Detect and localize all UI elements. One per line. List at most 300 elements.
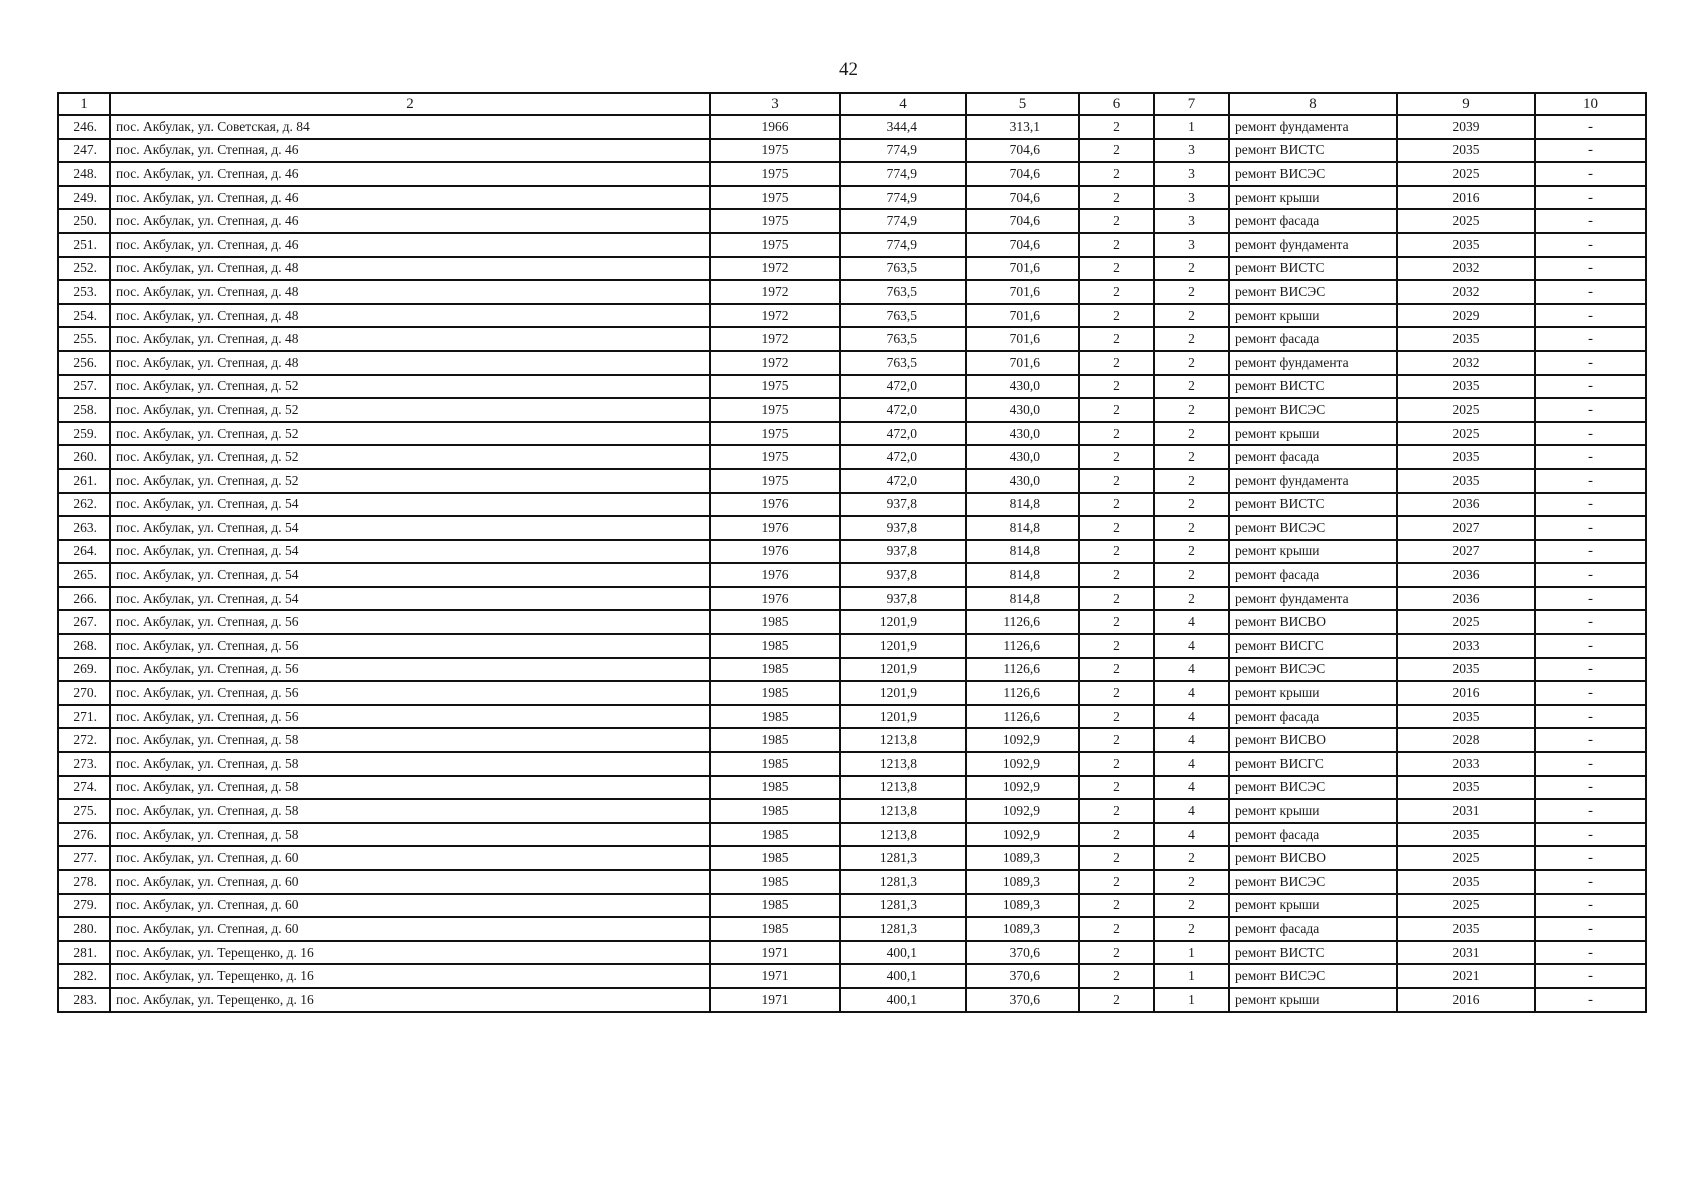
cell-row-number: 278. <box>58 870 110 894</box>
table-row <box>58 610 1646 634</box>
cell-total-area: 774,9 <box>840 233 966 257</box>
cell-planned-year: 2025 <box>1397 894 1535 918</box>
cell-floors: 2 <box>1079 776 1154 800</box>
cell-address: пос. Акбулак, ул. Степная, д. 58 <box>110 728 710 752</box>
cell-note: - <box>1535 375 1646 399</box>
cell-note: - <box>1535 846 1646 870</box>
page-number: 42 <box>839 59 858 80</box>
cell-total-area: 1281,3 <box>840 846 966 870</box>
cell-living-area: 814,8 <box>966 587 1079 611</box>
cell-address: пос. Акбулак, ул. Степная, д. 52 <box>110 398 710 422</box>
column-header-total-area: 4 <box>840 93 966 115</box>
cell-planned-year: 2035 <box>1397 327 1535 351</box>
column-header-note: 10 <box>1535 93 1646 115</box>
cell-floors: 2 <box>1079 728 1154 752</box>
cell-floors: 2 <box>1079 941 1154 965</box>
cell-floors: 2 <box>1079 823 1154 847</box>
cell-total-area: 1281,3 <box>840 894 966 918</box>
cell-note: - <box>1535 327 1646 351</box>
cell-planned-year: 2035 <box>1397 870 1535 894</box>
cell-row-number: 247. <box>58 139 110 163</box>
cell-entrances: 2 <box>1154 540 1229 564</box>
cell-address: пос. Акбулак, ул. Степная, д. 56 <box>110 634 710 658</box>
cell-living-area: 430,0 <box>966 469 1079 493</box>
cell-living-area: 430,0 <box>966 445 1079 469</box>
cell-address: пос. Акбулак, ул. Степная, д. 48 <box>110 257 710 281</box>
table-row <box>58 658 1646 682</box>
cell-note: - <box>1535 469 1646 493</box>
table-row <box>58 422 1646 446</box>
cell-address: пос. Акбулак, ул. Степная, д. 48 <box>110 304 710 328</box>
cell-floors: 2 <box>1079 681 1154 705</box>
cell-work-type: ремонт ВИСТС <box>1229 941 1397 965</box>
cell-living-area: 1126,6 <box>966 634 1079 658</box>
cell-year-built: 1985 <box>710 752 840 776</box>
table-row <box>58 280 1646 304</box>
cell-living-area: 701,6 <box>966 327 1079 351</box>
cell-planned-year: 2025 <box>1397 162 1535 186</box>
cell-row-number: 251. <box>58 233 110 257</box>
table-row <box>58 563 1646 587</box>
table-row <box>58 493 1646 517</box>
cell-planned-year: 2025 <box>1397 846 1535 870</box>
cell-note: - <box>1535 233 1646 257</box>
cell-address: пос. Акбулак, ул. Степная, д. 54 <box>110 563 710 587</box>
cell-entrances: 2 <box>1154 894 1229 918</box>
cell-planned-year: 2032 <box>1397 280 1535 304</box>
cell-note: - <box>1535 422 1646 446</box>
cell-note: - <box>1535 257 1646 281</box>
cell-note: - <box>1535 445 1646 469</box>
cell-total-area: 472,0 <box>840 469 966 493</box>
cell-floors: 2 <box>1079 870 1154 894</box>
cell-row-number: 263. <box>58 516 110 540</box>
cell-living-area: 704,6 <box>966 233 1079 257</box>
cell-floors: 2 <box>1079 115 1154 139</box>
cell-entrances: 2 <box>1154 445 1229 469</box>
cell-row-number: 282. <box>58 964 110 988</box>
cell-planned-year: 2035 <box>1397 375 1535 399</box>
table-row <box>58 375 1646 399</box>
cell-work-type: ремонт фундамента <box>1229 469 1397 493</box>
cell-entrances: 2 <box>1154 422 1229 446</box>
cell-living-area: 370,6 <box>966 941 1079 965</box>
cell-address: пос. Акбулак, ул. Степная, д. 58 <box>110 776 710 800</box>
cell-planned-year: 2016 <box>1397 988 1535 1012</box>
table-row <box>58 186 1646 210</box>
cell-row-number: 258. <box>58 398 110 422</box>
cell-address: пос. Акбулак, ул. Терещенко, д. 16 <box>110 988 710 1012</box>
cell-work-type: ремонт ВИСТС <box>1229 139 1397 163</box>
table-row <box>58 681 1646 705</box>
cell-total-area: 472,0 <box>840 445 966 469</box>
table-row <box>58 445 1646 469</box>
cell-living-area: 701,6 <box>966 304 1079 328</box>
cell-entrances: 2 <box>1154 351 1229 375</box>
cell-entrances: 3 <box>1154 186 1229 210</box>
cell-entrances: 4 <box>1154 728 1229 752</box>
cell-floors: 2 <box>1079 139 1154 163</box>
table-row <box>58 917 1646 941</box>
cell-floors: 2 <box>1079 351 1154 375</box>
cell-row-number: 255. <box>58 327 110 351</box>
cell-note: - <box>1535 941 1646 965</box>
cell-note: - <box>1535 634 1646 658</box>
cell-total-area: 774,9 <box>840 209 966 233</box>
cell-entrances: 4 <box>1154 823 1229 847</box>
cell-total-area: 400,1 <box>840 941 966 965</box>
cell-note: - <box>1535 823 1646 847</box>
header-row <box>58 93 1646 115</box>
cell-floors: 2 <box>1079 327 1154 351</box>
cell-planned-year: 2036 <box>1397 493 1535 517</box>
table-body <box>58 115 1646 1012</box>
cell-total-area: 774,9 <box>840 186 966 210</box>
cell-total-area: 1201,9 <box>840 681 966 705</box>
cell-year-built: 1975 <box>710 209 840 233</box>
table-row <box>58 469 1646 493</box>
cell-floors: 2 <box>1079 233 1154 257</box>
table-row <box>58 233 1646 257</box>
cell-note: - <box>1535 304 1646 328</box>
cell-planned-year: 2036 <box>1397 587 1535 611</box>
cell-year-built: 1985 <box>710 776 840 800</box>
cell-living-area: 1092,9 <box>966 728 1079 752</box>
cell-year-built: 1975 <box>710 139 840 163</box>
cell-address: пос. Акбулак, ул. Степная, д. 46 <box>110 162 710 186</box>
cell-work-type: ремонт крыши <box>1229 894 1397 918</box>
cell-row-number: 249. <box>58 186 110 210</box>
cell-planned-year: 2027 <box>1397 516 1535 540</box>
table-row <box>58 941 1646 965</box>
cell-work-type: ремонт ВИСГС <box>1229 752 1397 776</box>
cell-planned-year: 2035 <box>1397 917 1535 941</box>
cell-note: - <box>1535 186 1646 210</box>
cell-address: пос. Акбулак, ул. Степная, д. 54 <box>110 587 710 611</box>
cell-year-built: 1975 <box>710 469 840 493</box>
cell-entrances: 2 <box>1154 516 1229 540</box>
cell-year-built: 1985 <box>710 634 840 658</box>
cell-address: пос. Акбулак, ул. Степная, д. 52 <box>110 422 710 446</box>
cell-work-type: ремонт крыши <box>1229 422 1397 446</box>
table-row <box>58 139 1646 163</box>
cell-entrances: 3 <box>1154 209 1229 233</box>
cell-work-type: ремонт ВИСТС <box>1229 493 1397 517</box>
cell-planned-year: 2036 <box>1397 563 1535 587</box>
column-header-year-built: 3 <box>710 93 840 115</box>
table-row <box>58 398 1646 422</box>
cell-entrances: 2 <box>1154 917 1229 941</box>
cell-floors: 2 <box>1079 799 1154 823</box>
column-header-planned-year: 9 <box>1397 93 1535 115</box>
cell-address: пос. Акбулак, ул. Степная, д. 60 <box>110 894 710 918</box>
cell-entrances: 2 <box>1154 304 1229 328</box>
cell-living-area: 1089,3 <box>966 894 1079 918</box>
cell-year-built: 1972 <box>710 280 840 304</box>
cell-entrances: 3 <box>1154 162 1229 186</box>
cell-address: пос. Акбулак, ул. Степная, д. 48 <box>110 327 710 351</box>
cell-planned-year: 2035 <box>1397 139 1535 163</box>
cell-work-type: ремонт ВИСВО <box>1229 610 1397 634</box>
cell-entrances: 4 <box>1154 776 1229 800</box>
cell-total-area: 763,5 <box>840 351 966 375</box>
table-row <box>58 327 1646 351</box>
cell-note: - <box>1535 563 1646 587</box>
cell-living-area: 704,6 <box>966 139 1079 163</box>
table-row <box>58 894 1646 918</box>
cell-note: - <box>1535 799 1646 823</box>
cell-total-area: 1213,8 <box>840 799 966 823</box>
cell-total-area: 937,8 <box>840 563 966 587</box>
cell-total-area: 472,0 <box>840 398 966 422</box>
cell-total-area: 1213,8 <box>840 728 966 752</box>
cell-living-area: 814,8 <box>966 516 1079 540</box>
cell-planned-year: 2025 <box>1397 422 1535 446</box>
cell-note: - <box>1535 776 1646 800</box>
cell-floors: 2 <box>1079 280 1154 304</box>
cell-row-number: 254. <box>58 304 110 328</box>
cell-work-type: ремонт крыши <box>1229 540 1397 564</box>
cell-planned-year: 2033 <box>1397 634 1535 658</box>
cell-planned-year: 2035 <box>1397 776 1535 800</box>
cell-entrances: 4 <box>1154 658 1229 682</box>
cell-address: пос. Акбулак, ул. Степная, д. 52 <box>110 469 710 493</box>
cell-total-area: 763,5 <box>840 280 966 304</box>
table-header <box>58 93 1646 115</box>
cell-work-type: ремонт ВИСЭС <box>1229 658 1397 682</box>
cell-year-built: 1985 <box>710 870 840 894</box>
cell-address: пос. Акбулак, ул. Степная, д. 48 <box>110 351 710 375</box>
cell-living-area: 1092,9 <box>966 776 1079 800</box>
cell-address: пос. Акбулак, ул. Советская, д. 84 <box>110 115 710 139</box>
cell-row-number: 266. <box>58 587 110 611</box>
cell-living-area: 701,6 <box>966 280 1079 304</box>
cell-year-built: 1975 <box>710 398 840 422</box>
cell-work-type: ремонт фундамента <box>1229 115 1397 139</box>
cell-entrances: 2 <box>1154 280 1229 304</box>
column-header-living-area: 5 <box>966 93 1079 115</box>
cell-address: пос. Акбулак, ул. Степная, д. 54 <box>110 493 710 517</box>
cell-note: - <box>1535 280 1646 304</box>
cell-total-area: 1213,8 <box>840 823 966 847</box>
cell-address: пос. Акбулак, ул. Степная, д. 58 <box>110 752 710 776</box>
cell-note: - <box>1535 209 1646 233</box>
cell-planned-year: 2035 <box>1397 823 1535 847</box>
cell-work-type: ремонт фундамента <box>1229 233 1397 257</box>
cell-row-number: 277. <box>58 846 110 870</box>
cell-year-built: 1985 <box>710 658 840 682</box>
cell-living-area: 1126,6 <box>966 705 1079 729</box>
cell-floors: 2 <box>1079 894 1154 918</box>
cell-note: - <box>1535 681 1646 705</box>
cell-row-number: 274. <box>58 776 110 800</box>
column-header-address: 2 <box>110 93 710 115</box>
cell-row-number: 260. <box>58 445 110 469</box>
cell-entrances: 2 <box>1154 398 1229 422</box>
cell-note: - <box>1535 870 1646 894</box>
cell-work-type: ремонт ВИСЭС <box>1229 162 1397 186</box>
cell-entrances: 2 <box>1154 587 1229 611</box>
table-row <box>58 304 1646 328</box>
table-row <box>58 587 1646 611</box>
cell-work-type: ремонт крыши <box>1229 988 1397 1012</box>
cell-note: - <box>1535 115 1646 139</box>
cell-planned-year: 2032 <box>1397 257 1535 281</box>
cell-entrances: 4 <box>1154 681 1229 705</box>
cell-total-area: 1281,3 <box>840 870 966 894</box>
column-header-floors: 6 <box>1079 93 1154 115</box>
cell-entrances: 1 <box>1154 941 1229 965</box>
cell-year-built: 1966 <box>710 115 840 139</box>
cell-note: - <box>1535 139 1646 163</box>
cell-entrances: 1 <box>1154 964 1229 988</box>
cell-floors: 2 <box>1079 257 1154 281</box>
cell-total-area: 400,1 <box>840 964 966 988</box>
cell-address: пос. Акбулак, ул. Степная, д. 46 <box>110 186 710 210</box>
cell-address: пос. Акбулак, ул. Степная, д. 46 <box>110 139 710 163</box>
cell-year-built: 1976 <box>710 493 840 517</box>
cell-work-type: ремонт фундамента <box>1229 351 1397 375</box>
cell-work-type: ремонт крыши <box>1229 799 1397 823</box>
table-row <box>58 705 1646 729</box>
cell-work-type: ремонт ВИСВО <box>1229 728 1397 752</box>
cell-total-area: 774,9 <box>840 162 966 186</box>
cell-note: - <box>1535 540 1646 564</box>
cell-planned-year: 2033 <box>1397 752 1535 776</box>
cell-planned-year: 2021 <box>1397 964 1535 988</box>
cell-floors: 2 <box>1079 375 1154 399</box>
cell-floors: 2 <box>1079 540 1154 564</box>
cell-floors: 2 <box>1079 610 1154 634</box>
column-header-row-number: 1 <box>58 93 110 115</box>
cell-year-built: 1985 <box>710 846 840 870</box>
cell-work-type: ремонт фундамента <box>1229 587 1397 611</box>
cell-planned-year: 2039 <box>1397 115 1535 139</box>
cell-living-area: 701,6 <box>966 257 1079 281</box>
cell-year-built: 1975 <box>710 233 840 257</box>
cell-year-built: 1976 <box>710 516 840 540</box>
cell-floors: 2 <box>1079 469 1154 493</box>
cell-year-built: 1971 <box>710 964 840 988</box>
cell-floors: 2 <box>1079 186 1154 210</box>
cell-year-built: 1975 <box>710 422 840 446</box>
cell-living-area: 704,6 <box>966 186 1079 210</box>
column-header-work-type: 8 <box>1229 93 1397 115</box>
cell-floors: 2 <box>1079 846 1154 870</box>
cell-floors: 2 <box>1079 917 1154 941</box>
repair-schedule-table <box>57 92 1647 1013</box>
cell-entrances: 4 <box>1154 634 1229 658</box>
cell-living-area: 814,8 <box>966 563 1079 587</box>
cell-note: - <box>1535 728 1646 752</box>
cell-total-area: 774,9 <box>840 139 966 163</box>
cell-total-area: 937,8 <box>840 493 966 517</box>
table-row <box>58 870 1646 894</box>
cell-note: - <box>1535 894 1646 918</box>
table-row <box>58 988 1646 1012</box>
table-row <box>58 257 1646 281</box>
cell-living-area: 1092,9 <box>966 823 1079 847</box>
cell-note: - <box>1535 351 1646 375</box>
cell-year-built: 1976 <box>710 563 840 587</box>
cell-year-built: 1971 <box>710 941 840 965</box>
cell-year-built: 1976 <box>710 540 840 564</box>
cell-work-type: ремонт фасада <box>1229 823 1397 847</box>
cell-total-area: 472,0 <box>840 422 966 446</box>
cell-work-type: ремонт фасада <box>1229 209 1397 233</box>
cell-entrances: 2 <box>1154 257 1229 281</box>
cell-planned-year: 2031 <box>1397 799 1535 823</box>
cell-entrances: 4 <box>1154 799 1229 823</box>
cell-year-built: 1985 <box>710 799 840 823</box>
cell-total-area: 763,5 <box>840 327 966 351</box>
cell-living-area: 1089,3 <box>966 870 1079 894</box>
cell-entrances: 1 <box>1154 115 1229 139</box>
cell-row-number: 261. <box>58 469 110 493</box>
cell-address: пос. Акбулак, ул. Терещенко, д. 16 <box>110 964 710 988</box>
cell-living-area: 1089,3 <box>966 917 1079 941</box>
table-row <box>58 776 1646 800</box>
cell-planned-year: 2031 <box>1397 941 1535 965</box>
cell-work-type: ремонт фасада <box>1229 917 1397 941</box>
cell-row-number: 262. <box>58 493 110 517</box>
cell-row-number: 267. <box>58 610 110 634</box>
cell-living-area: 704,6 <box>966 209 1079 233</box>
table-row <box>58 162 1646 186</box>
cell-address: пос. Акбулак, ул. Степная, д. 46 <box>110 209 710 233</box>
cell-note: - <box>1535 493 1646 517</box>
cell-floors: 2 <box>1079 705 1154 729</box>
cell-living-area: 1092,9 <box>966 752 1079 776</box>
cell-row-number: 279. <box>58 894 110 918</box>
cell-floors: 2 <box>1079 516 1154 540</box>
cell-row-number: 248. <box>58 162 110 186</box>
cell-entrances: 2 <box>1154 327 1229 351</box>
cell-note: - <box>1535 658 1646 682</box>
cell-work-type: ремонт крыши <box>1229 681 1397 705</box>
cell-row-number: 265. <box>58 563 110 587</box>
cell-planned-year: 2035 <box>1397 233 1535 257</box>
cell-total-area: 344,4 <box>840 115 966 139</box>
cell-living-area: 313,1 <box>966 115 1079 139</box>
cell-living-area: 430,0 <box>966 398 1079 422</box>
cell-address: пос. Акбулак, ул. Степная, д. 54 <box>110 516 710 540</box>
cell-living-area: 1089,3 <box>966 846 1079 870</box>
cell-entrances: 1 <box>1154 988 1229 1012</box>
cell-note: - <box>1535 705 1646 729</box>
cell-row-number: 250. <box>58 209 110 233</box>
cell-planned-year: 2028 <box>1397 728 1535 752</box>
cell-year-built: 1976 <box>710 587 840 611</box>
cell-total-area: 763,5 <box>840 257 966 281</box>
cell-work-type: ремонт ВИСТС <box>1229 257 1397 281</box>
cell-planned-year: 2016 <box>1397 681 1535 705</box>
cell-row-number: 246. <box>58 115 110 139</box>
cell-planned-year: 2032 <box>1397 351 1535 375</box>
cell-living-area: 430,0 <box>966 422 1079 446</box>
cell-address: пос. Акбулак, ул. Степная, д. 60 <box>110 917 710 941</box>
cell-total-area: 937,8 <box>840 540 966 564</box>
cell-row-number: 256. <box>58 351 110 375</box>
cell-floors: 2 <box>1079 422 1154 446</box>
cell-living-area: 701,6 <box>966 351 1079 375</box>
cell-row-number: 252. <box>58 257 110 281</box>
cell-address: пос. Акбулак, ул. Степная, д. 58 <box>110 823 710 847</box>
cell-note: - <box>1535 587 1646 611</box>
cell-planned-year: 2035 <box>1397 469 1535 493</box>
table-row <box>58 752 1646 776</box>
cell-address: пос. Акбулак, ул. Степная, д. 48 <box>110 280 710 304</box>
